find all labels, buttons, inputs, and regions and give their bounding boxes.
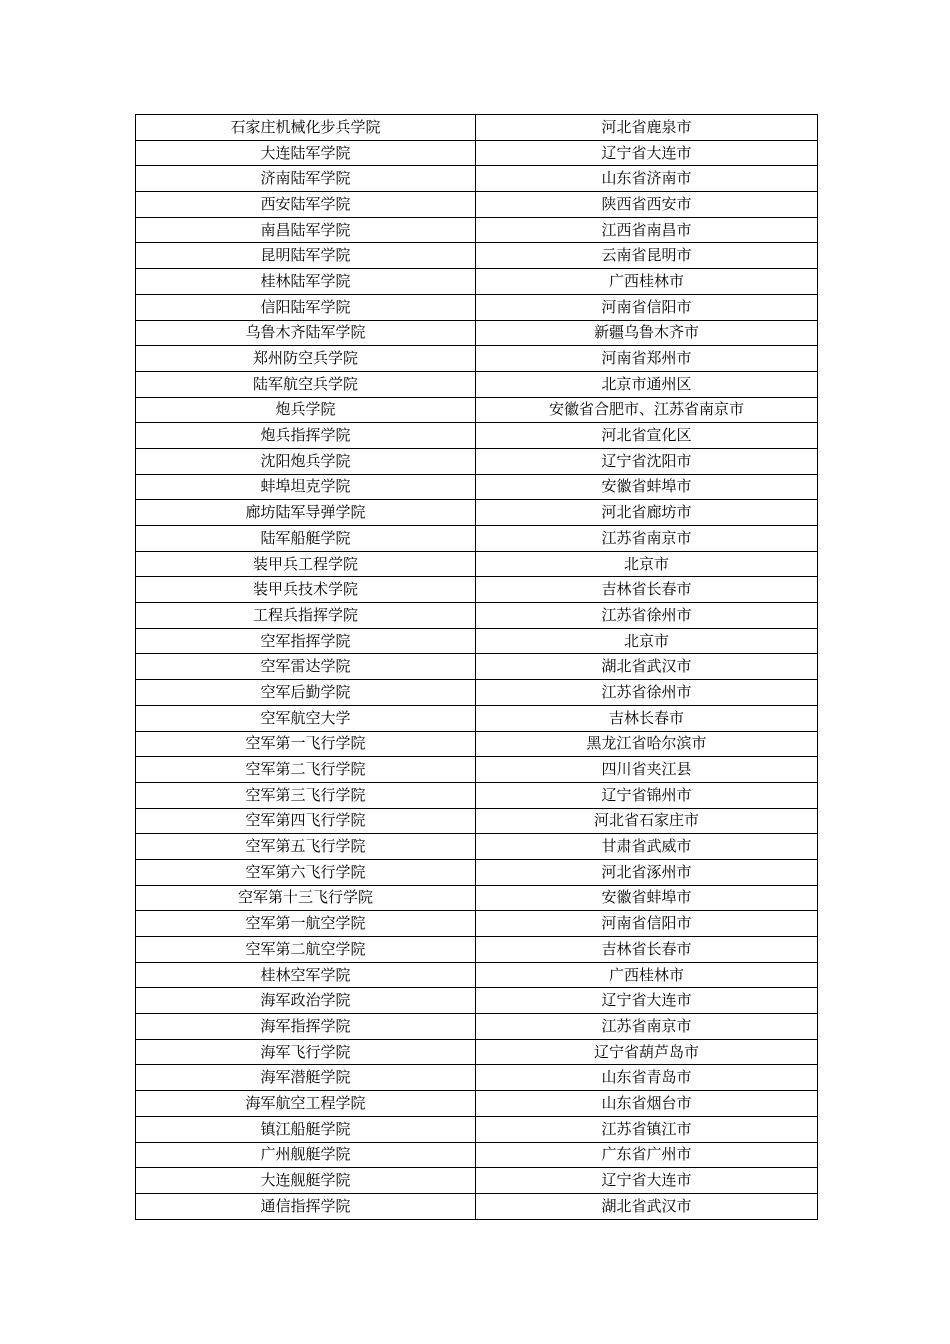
location-cell: 江苏省镇江市 — [476, 1116, 818, 1142]
school-name-cell: 桂林陆军学院 — [136, 269, 476, 295]
location-cell: 北京市通州区 — [476, 371, 818, 397]
location-cell: 河北省廊坊市 — [476, 500, 818, 526]
location-cell: 北京市 — [476, 551, 818, 577]
school-name-cell: 空军后勤学院 — [136, 680, 476, 706]
location-cell: 山东省青岛市 — [476, 1065, 818, 1091]
school-name-cell: 陆军船艇学院 — [136, 526, 476, 552]
school-name-cell: 炮兵指挥学院 — [136, 423, 476, 449]
location-cell: 河北省宣化区 — [476, 423, 818, 449]
school-name-cell: 海军潜艇学院 — [136, 1065, 476, 1091]
location-cell: 江苏省南京市 — [476, 526, 818, 552]
table-row — [136, 474, 818, 500]
table-row — [136, 808, 818, 834]
school-name-cell: 装甲兵工程学院 — [136, 551, 476, 577]
school-name-cell: 空军第四飞行学院 — [136, 808, 476, 834]
school-name-cell: 桂林空军学院 — [136, 962, 476, 988]
table-row — [136, 680, 818, 706]
location-cell: 江西省南昌市 — [476, 217, 818, 243]
location-cell: 辽宁省大连市 — [476, 1168, 818, 1194]
location-cell: 安徽省合肥市、江苏省南京市 — [476, 397, 818, 423]
table-row — [136, 500, 818, 526]
location-cell: 辽宁省锦州市 — [476, 782, 818, 808]
table-row — [136, 1091, 818, 1117]
school-name-cell: 空军雷达学院 — [136, 654, 476, 680]
location-cell: 云南省昆明市 — [476, 243, 818, 269]
table-row — [136, 757, 818, 783]
school-name-cell: 空军第一飞行学院 — [136, 731, 476, 757]
school-name-cell: 空军第一航空学院 — [136, 911, 476, 937]
location-cell: 广西桂林市 — [476, 269, 818, 295]
school-name-cell: 西安陆军学院 — [136, 192, 476, 218]
table-row — [136, 705, 818, 731]
school-name-cell: 陆军航空兵学院 — [136, 371, 476, 397]
table-row — [136, 551, 818, 577]
school-name-cell: 空军第十三飞行学院 — [136, 885, 476, 911]
school-name-cell: 信阳陆军学院 — [136, 294, 476, 320]
school-name-cell: 海军政治学院 — [136, 988, 476, 1014]
school-name-cell: 乌鲁木齐陆军学院 — [136, 320, 476, 346]
school-name-cell: 海军航空工程学院 — [136, 1091, 476, 1117]
location-cell: 河南省信阳市 — [476, 294, 818, 320]
location-cell: 广东省广州市 — [476, 1142, 818, 1168]
school-name-cell: 广州舰艇学院 — [136, 1142, 476, 1168]
table-row — [136, 526, 818, 552]
table-body — [136, 115, 818, 1220]
location-cell: 湖北省武汉市 — [476, 654, 818, 680]
table-row — [136, 962, 818, 988]
school-name-cell: 郑州防空兵学院 — [136, 346, 476, 372]
school-name-cell: 空军第二航空学院 — [136, 937, 476, 963]
table-row — [136, 217, 818, 243]
table-row — [136, 192, 818, 218]
location-cell: 安徽省蚌埠市 — [476, 474, 818, 500]
location-cell: 安徽省蚌埠市 — [476, 885, 818, 911]
table-row — [136, 628, 818, 654]
location-cell: 河南省信阳市 — [476, 911, 818, 937]
table-row — [136, 448, 818, 474]
location-cell: 辽宁省葫芦岛市 — [476, 1039, 818, 1065]
school-name-cell: 昆明陆军学院 — [136, 243, 476, 269]
school-name-cell: 通信指挥学院 — [136, 1193, 476, 1219]
table-row — [136, 911, 818, 937]
table-row — [136, 577, 818, 603]
table-row — [136, 937, 818, 963]
table-row — [136, 1168, 818, 1194]
school-name-cell: 海军指挥学院 — [136, 1014, 476, 1040]
location-cell: 吉林省长春市 — [476, 937, 818, 963]
school-name-cell: 空军航空大学 — [136, 705, 476, 731]
school-name-cell: 大连陆军学院 — [136, 140, 476, 166]
location-cell: 广西桂林市 — [476, 962, 818, 988]
school-name-cell: 沈阳炮兵学院 — [136, 448, 476, 474]
table-row — [136, 243, 818, 269]
school-name-cell: 蚌埠坦克学院 — [136, 474, 476, 500]
table-row — [136, 423, 818, 449]
location-cell: 四川省夹江县 — [476, 757, 818, 783]
school-name-cell: 廊坊陆军导弹学院 — [136, 500, 476, 526]
table-row — [136, 115, 818, 141]
location-cell: 山东省济南市 — [476, 166, 818, 192]
table-row — [136, 269, 818, 295]
table-row — [136, 294, 818, 320]
location-cell: 山东省烟台市 — [476, 1091, 818, 1117]
table-row — [136, 1014, 818, 1040]
location-cell: 辽宁省沈阳市 — [476, 448, 818, 474]
location-cell: 江苏省徐州市 — [476, 603, 818, 629]
table-row — [136, 1039, 818, 1065]
location-cell: 河北省涿州市 — [476, 859, 818, 885]
table-row — [136, 885, 818, 911]
table-row — [136, 397, 818, 423]
school-name-cell: 镇江船艇学院 — [136, 1116, 476, 1142]
table-row — [136, 320, 818, 346]
location-cell: 辽宁省大连市 — [476, 988, 818, 1014]
school-name-cell: 济南陆军学院 — [136, 166, 476, 192]
table-row — [136, 166, 818, 192]
school-name-cell: 空军第三飞行学院 — [136, 782, 476, 808]
location-cell: 河南省郑州市 — [476, 346, 818, 372]
location-cell: 北京市 — [476, 628, 818, 654]
table-row — [136, 859, 818, 885]
school-name-cell: 海军飞行学院 — [136, 1039, 476, 1065]
table-row — [136, 731, 818, 757]
location-cell: 甘肃省武威市 — [476, 834, 818, 860]
table-row — [136, 782, 818, 808]
table-row — [136, 1142, 818, 1168]
location-cell: 陕西省西安市 — [476, 192, 818, 218]
table-row — [136, 140, 818, 166]
table-row — [136, 988, 818, 1014]
school-location-table — [135, 114, 818, 1220]
school-name-cell: 空军指挥学院 — [136, 628, 476, 654]
table-row — [136, 654, 818, 680]
school-name-cell: 石家庄机械化步兵学院 — [136, 115, 476, 141]
table-row — [136, 346, 818, 372]
school-name-cell: 南昌陆军学院 — [136, 217, 476, 243]
school-name-cell: 大连舰艇学院 — [136, 1168, 476, 1194]
table-row — [136, 834, 818, 860]
table-row — [136, 1065, 818, 1091]
school-name-cell: 工程兵指挥学院 — [136, 603, 476, 629]
location-cell: 黑龙江省哈尔滨市 — [476, 731, 818, 757]
school-name-cell: 空军第五飞行学院 — [136, 834, 476, 860]
school-name-cell: 空军第六飞行学院 — [136, 859, 476, 885]
location-cell: 江苏省南京市 — [476, 1014, 818, 1040]
location-cell: 河北省鹿泉市 — [476, 115, 818, 141]
school-name-cell: 装甲兵技术学院 — [136, 577, 476, 603]
table-row — [136, 1116, 818, 1142]
table-row — [136, 603, 818, 629]
location-cell: 湖北省武汉市 — [476, 1193, 818, 1219]
location-cell: 吉林省长春市 — [476, 577, 818, 603]
school-name-cell: 炮兵学院 — [136, 397, 476, 423]
table-row — [136, 371, 818, 397]
location-cell: 吉林长春市 — [476, 705, 818, 731]
location-cell: 江苏省徐州市 — [476, 680, 818, 706]
location-cell: 新疆乌鲁木齐市 — [476, 320, 818, 346]
school-name-cell: 空军第二飞行学院 — [136, 757, 476, 783]
location-cell: 河北省石家庄市 — [476, 808, 818, 834]
table-row — [136, 1193, 818, 1219]
location-cell: 辽宁省大连市 — [476, 140, 818, 166]
